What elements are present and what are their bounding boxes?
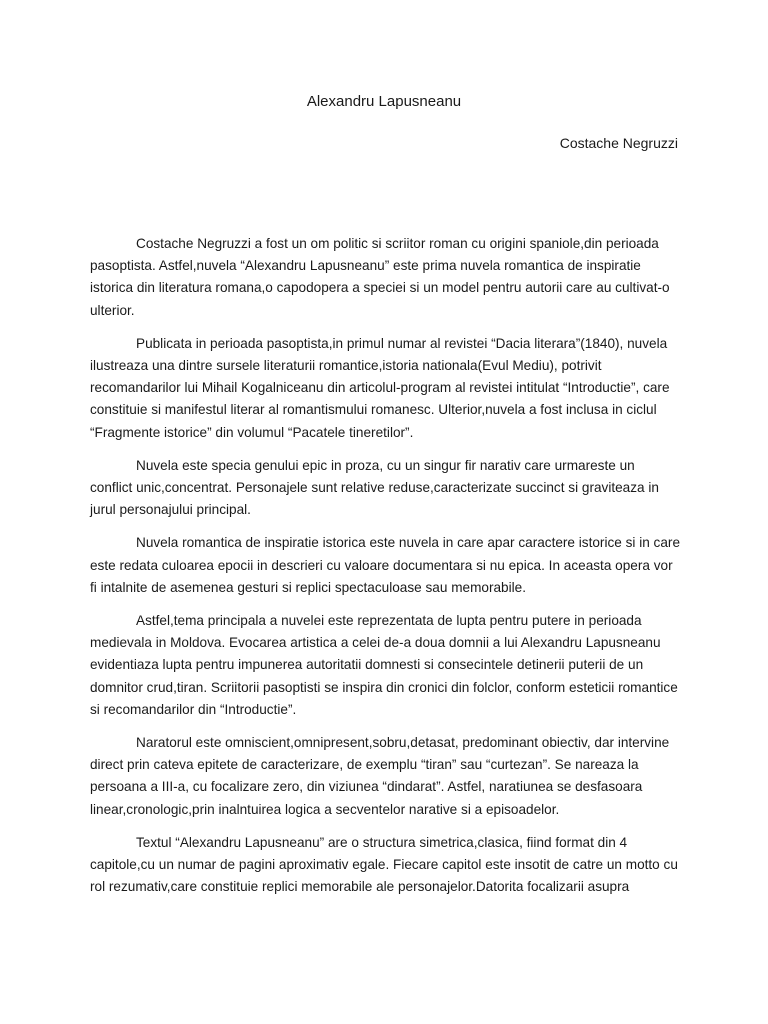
- paragraph: Nuvela este specia genului epic in proza, cu un singur fir narativ care urmareste un conflict unic,concentrat. Personajele sunt relative reduse,caracterizate succinct si graviteaza in jurul personajului principal.: [90, 457, 659, 518]
- document-body: [90, 233, 680, 909]
- paragraph: Textul “Alexandru Lapusneanu” are o structura simetrica,clasica, fiind format din 4 capitole,cu un numar de pagini aproximativ egale. Fiecare capitol este insotit de catre un motto cu rol rezumativ,care constituie replici memorabile ale personajelor.Datorita focalizarii asupra: [90, 834, 678, 895]
- paragraph: Naratorul este omniscient,omnipresent,sobru,detasat, predominant obiectiv, dar intervine direct prin cateva epitete de caracterizare, de exemplu “tiran” sau “curtezan”. Se nareaza la persoana a III-a, cu focalizare zero, din viziunea “dindarat”. Astfel, naratiunea se desfasoara linear,cronologic,prin inalntuirea logica a secventelor narative si a episoadelor.: [90, 735, 670, 817]
- paragraph: Astfel,tema principala a nuvelei este reprezentata de lupta pentru putere in perioada medievala in Moldova. Evocarea artistica a celei de-a doua domnii a lui Alexandru Lapusneanu evidentiaza lupta pentru impunerea autoritatii domnesti si consecintele detinerii puterii de un domnitor crud,tiran. Scriitorii pasoptisti se inspira din cronici din folclor, conform esteticii romantice si recomandarilor din “Introductie”.: [90, 613, 678, 717]
- paragraph: Publicata in perioada pasoptista,in primul numar al revistei “Dacia literara”(1840), nuvela ilustreaza una dintre sursele literaturii romantice,istoria nationala(Evul Mediu), potrivit recomandarilor lui Mihail Kogalniceanu din articolul-program al revistei intitulat “Introductie”, care constituie si manifestul literar al romantismului romanesc. Ulterior,nuvela a fost inclusa in ciclul “Fragmente istorice” din volumul “Pacatele tineretilor”.: [90, 335, 670, 440]
- paragraph: Nuvela romantica de inspiratie istorica este nuvela in care apar caractere istorice si in care este redata culoarea epocii in descrieri cu valoare documentara si nu epica. In aceasta opera vor fi intalnite de asemenea gesturi si replici spectaculoase sau memorabile.: [90, 535, 681, 595]
- document-author: Costache Negruzzi: [559, 135, 678, 151]
- document-title: Alexandru Lapusneanu: [306, 93, 462, 110]
- paragraph: Costache Negruzzi a fost un om politic si scriitor roman cu origini spaniole,din perioada pasoptista. Astfel,nuvela “Alexandru Lapusneanu” este prima nuvela romantica de inspiratie istorica din literatura romana,o capodopera a speciei si un model pentru autorii care au cultivat-o ulterior.: [90, 236, 670, 318]
